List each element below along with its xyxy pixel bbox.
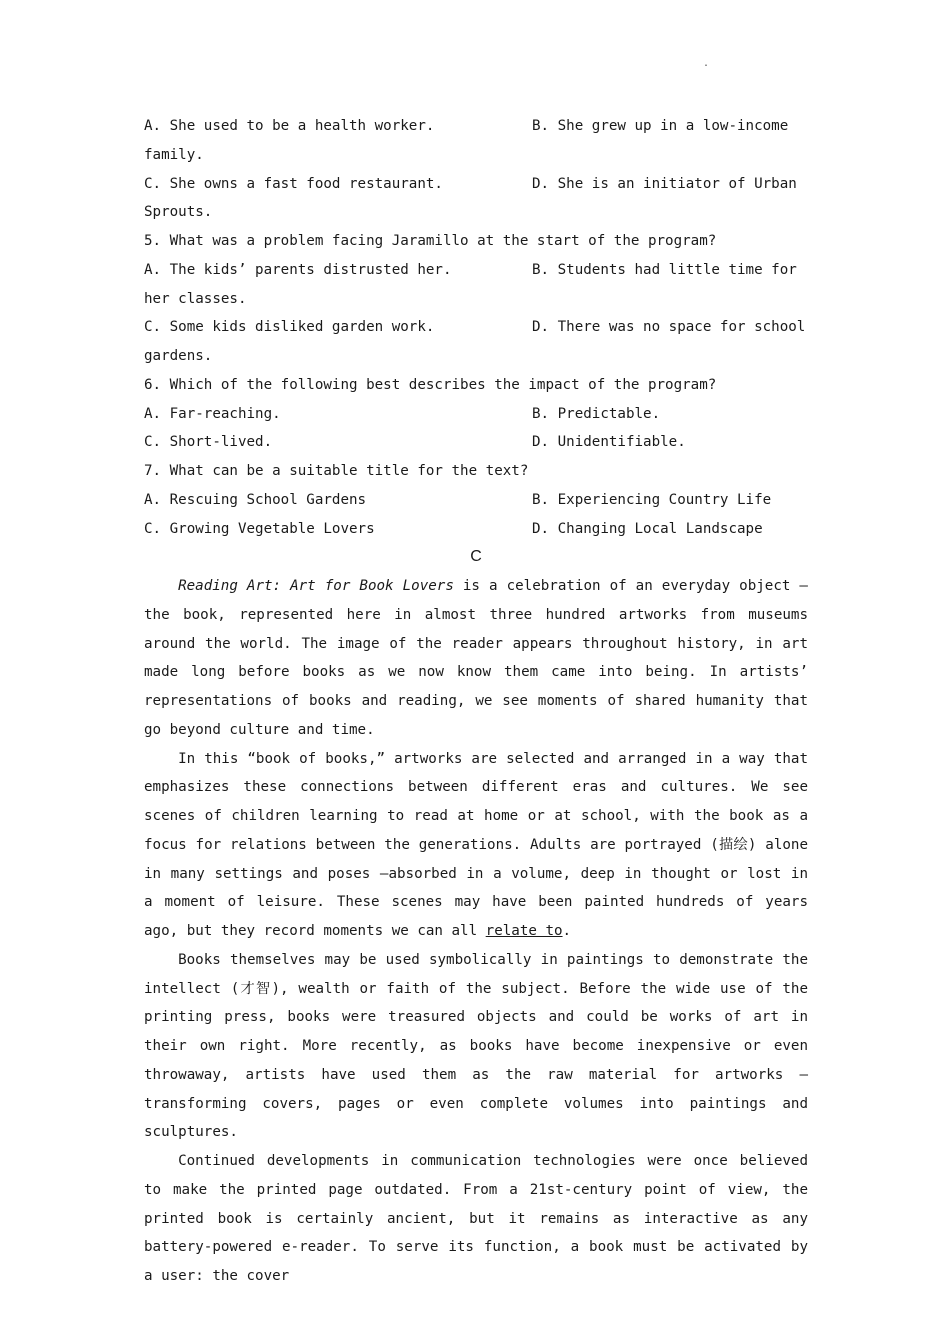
q5-option-a: A. The kids’ parents distrusted her. [144, 261, 452, 278]
q6-option-c: C. Short-lived. [144, 434, 273, 451]
q6-option-d: D. Unidentifiable. [532, 434, 686, 451]
q6-option-row-ab [144, 400, 808, 429]
q6-option-a: A. Far-reaching. [144, 405, 281, 422]
q4-option-row-cd [144, 170, 808, 199]
q5-option-row-cd [144, 313, 808, 342]
question-7: 7. What can be a suitable title for the text? [144, 463, 529, 479]
paragraph-1-text: is a celebration of an everyday object — the book, represented here in almost three hundred artworks from museums around the world. The image of the reader appears throughout history, in art made long before books as we now know them came into being. In artists’ representations of books and reading, we see moments of shared humanity that go beyond culture and time. [144, 578, 808, 738]
q4-option-row-ab [144, 112, 808, 141]
q4-option-b-continuation: family. [144, 146, 204, 163]
q7-option-row-cd [144, 515, 808, 544]
q5-option-b: B. Students had little time for [532, 261, 797, 278]
q5-option-b-continuation: her classes. [144, 290, 247, 307]
q7-option-a: A. Rescuing School Gardens [144, 491, 367, 508]
passage-paragraph-1 [144, 572, 808, 745]
q4-option-b: B. She grew up in a low-income [532, 118, 789, 134]
q4-option-a: A. She used to be a health worker. [144, 118, 435, 134]
passage-paragraph-2 [144, 745, 808, 946]
q4-option-c: C. She owns a fast food restaurant. [144, 175, 443, 192]
header-mark: . [703, 58, 710, 69]
underlined-phrase: relate to [485, 923, 563, 939]
q7-option-b: B. Experiencing Country Life [532, 491, 772, 508]
paragraph-2-end: . [562, 923, 572, 939]
paragraph-2-text: In this “book of books,” artworks are selected and arranged in a way that emphasizes these connections between different eras and cultures. We see scenes of children learning to read at home or at school, with the book as a focus for relations between the generations. Adults are portrayed (描绘) alone in many settings and poses —absorbed in a volume, deep in thought or lost in a moment of leisure. These scenes may have been painted hundreds of years ago, but they record moments we can all [144, 750, 808, 939]
passage-paragraph-4: Continued developments in communication technologies were once believed to make the printed page outdated. From a 21st-century point of view, the printed book is certainly ancient, but it remains as interactive as any battery-powered e-reader. To serve its function, a book must be activated by a user: the cover [144, 1153, 808, 1284]
q5-option-d: D. There was no space for school [532, 319, 806, 336]
q6-option-row-cd [144, 428, 808, 457]
book-title: Reading Art: Art for Book Lovers [178, 578, 454, 594]
q7-option-c: C. Growing Vegetable Lovers [144, 520, 375, 537]
q4-option-d-continuation: Sprouts. [144, 204, 213, 221]
q5-option-c: C. Some kids disliked garden work. [144, 319, 435, 336]
question-6: 6. Which of the following best describes the impact of the program? [144, 376, 717, 393]
q4-option-d: D. She is an initiator of Urban [532, 175, 797, 192]
q5-option-row-ab [144, 256, 808, 285]
q7-option-row-ab [144, 486, 808, 515]
q6-option-b: B. Predictable. [532, 405, 661, 422]
question-5: 5. What was a problem facing Jaramillo at the start of the program? [144, 233, 717, 249]
q5-option-d-continuation: gardens. [144, 348, 213, 364]
section-heading: C [470, 548, 482, 566]
q7-option-d: D. Changing Local Landscape [532, 520, 763, 537]
passage-paragraph-3: Books themselves may be used symbolically in paintings to demonstrate the intellect (才智), wealth or faith of the subject. Before the wide use of the printing press, books were treasured objects and could be works of art in their own right. More recently, as books have become inexpensive or even throwaway, artists have used them as the raw material for artworks — transforming covers, pages or even complete volumes into paintings and sculptures. [144, 951, 808, 1141]
content-area [144, 112, 808, 1291]
